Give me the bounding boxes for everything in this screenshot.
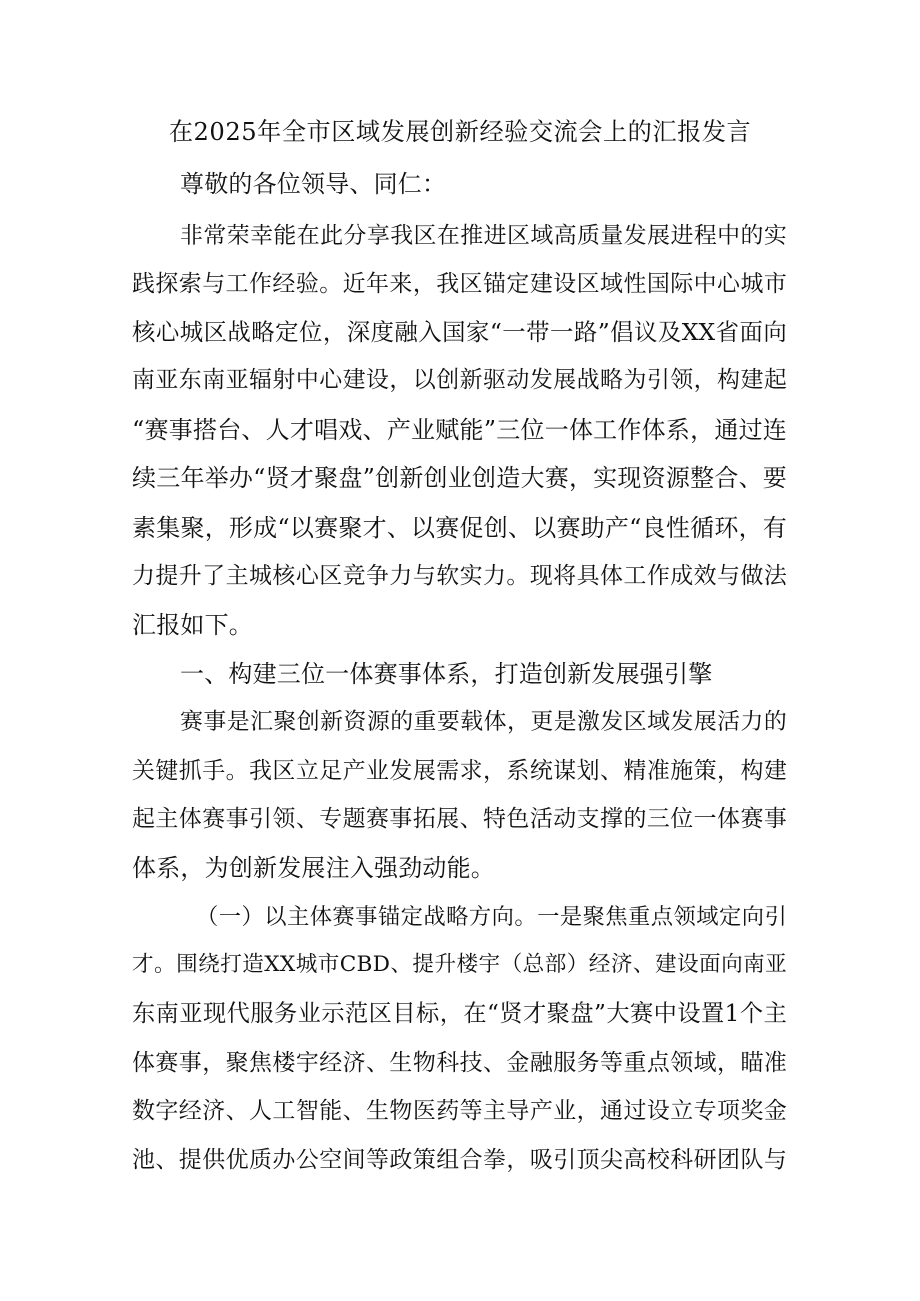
paragraph-line: 池、提供优质办公空间等政策组合拳，吸引顶尖高校科研团队与 <box>132 1147 787 1173</box>
section-heading: 一、构建三位一体赛事体系，打造创新发展强引擎 <box>180 660 713 688</box>
paragraph-line: 起主体赛事引领、专题赛事拓展、特色活动支撑的三位一体赛事 <box>132 806 787 832</box>
paragraph-line: 赛事是汇聚创新资源的重要载体，更是激发区域发展活力的 <box>180 709 787 735</box>
paragraph-line: 才。围绕打造XX城市CBD、提升楼宇（总部）经济、建设面向南亚 <box>132 952 787 977</box>
subsection-line: （一）以主体赛事锚定战略方向。一是聚焦重点领域定向引 <box>196 904 787 930</box>
paragraph-line: 体系，为创新发展注入强劲动能。 <box>132 854 495 882</box>
paragraph-line: 非常荣幸能在此分享我区在推进区域高质量发展进程中的实 <box>180 223 787 249</box>
paragraph-line: 素集聚，形成“以赛聚才、以赛促创、以赛助产“良性循环，有 <box>132 514 787 542</box>
paragraph-line: 南亚东南亚辐射中心建设，以创新驱动发展战略为引领，构建起 <box>132 367 787 393</box>
salutation: 尊敬的各位领导、同仁： <box>180 170 447 198</box>
paragraph-line: 续三年举办“贤才聚盘”创新创业创造大赛，实现资源整合、要 <box>132 464 787 492</box>
document-title: 在2025年全市区域发展创新经验交流会上的汇报发言 <box>168 118 752 146</box>
paragraph-line: 汇报如下。 <box>132 611 253 639</box>
paragraph-line: 核心城区战略定位，深度融入国家“一带一路”倡议及XX省面向 <box>132 318 787 346</box>
paragraph-line: 关键抓手。我区立足产业发展需求，系统谋划、精准施策，构建 <box>132 758 787 784</box>
paragraph-line: 践探索与工作经验。近年来，我区锚定建设区域性国际中心城市 <box>132 271 787 297</box>
paragraph-line: 力提升了主城核心区竞争力与软实力。现将具体工作成效与做法 <box>132 563 787 589</box>
paragraph-line: 体赛事，聚焦楼宇经济、生物科技、金融服务等重点领域，瞄准 <box>132 1050 787 1076</box>
paragraph-line: 数字经济、人工智能、生物医药等主导产业，通过设立专项奖金 <box>132 1098 787 1124</box>
paragraph-line: 东南亚现代服务业示范区目标，在“贤才聚盘”大赛中设置1个主 <box>132 1000 787 1027</box>
paragraph-line: “赛事搭台、人才唱戏、产业赋能”三位一体工作体系，通过连 <box>132 416 787 444</box>
